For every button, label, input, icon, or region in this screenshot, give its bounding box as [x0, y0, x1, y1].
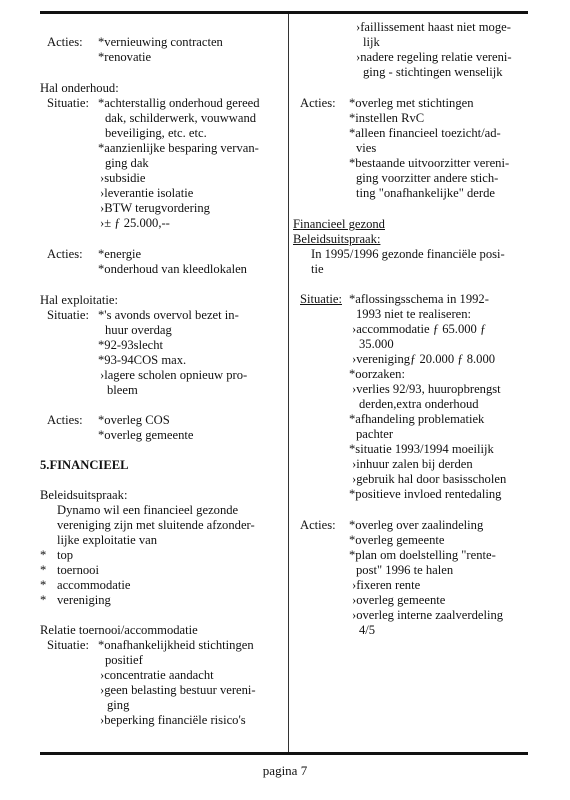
- text-line: dak, schilderwerk, vouwwand: [105, 111, 257, 125]
- text-line: Acties:: [47, 35, 83, 49]
- text-line: *92-93slecht: [98, 338, 164, 352]
- text-line: Acties:: [47, 413, 83, 427]
- bottom-rule: [40, 752, 528, 755]
- page-number: pagina 7: [262, 763, 308, 778]
- text-line: ›overleg interne zaalverdeling: [352, 608, 504, 622]
- text-line: ›subsidie: [100, 171, 146, 185]
- text-line: *situatie 1993/1994 moeilijk: [349, 442, 494, 456]
- text-line: bleem: [107, 383, 138, 397]
- text-line: *: [40, 548, 47, 562]
- text-line: Situatie:: [47, 308, 89, 322]
- text-line: ›nadere regeling relatie vereni-: [356, 50, 512, 64]
- text-line: ›accommodatie ƒ 65.000 ƒ: [352, 322, 487, 336]
- text-line: ging dak: [105, 156, 149, 170]
- text-line: Situatie:: [47, 638, 89, 652]
- text-line: positief: [105, 653, 143, 667]
- text-line: *overleg met stichtingen: [349, 96, 474, 110]
- text-line: *'s avonds overvol bezet in-: [98, 308, 239, 322]
- text-line: vies: [356, 141, 377, 155]
- text-line: *positieve invloed rentedaling: [349, 487, 502, 501]
- text-line: ›faillissement haast niet moge-: [356, 20, 511, 34]
- text-line: lijke exploitatie van: [57, 533, 158, 547]
- text-line: Acties:: [47, 247, 83, 261]
- text-line: ›lagere scholen opnieuw pro-: [100, 368, 248, 382]
- text-line: beveiliging, etc. etc.: [105, 126, 207, 140]
- text-line: ›geen belasting bestuur vereni-: [100, 683, 256, 697]
- text-line: huur overdag: [105, 323, 172, 337]
- text-line: ›leverantie isolatie: [100, 186, 194, 200]
- text-line: Beleidsuitspraak:: [293, 232, 381, 246]
- text-line: *onderhoud van kleedlokalen: [98, 262, 247, 276]
- text-line: post" 1996 te halen: [356, 563, 454, 577]
- text-line: *: [40, 593, 47, 607]
- text-line: *aanzienlijke besparing vervan-: [98, 141, 259, 155]
- text-line: accommodatie: [57, 578, 131, 592]
- text-line: *vernieuwing contracten: [98, 35, 223, 49]
- text-line: Relatie toernooi/accommodatie: [40, 623, 198, 637]
- text-line: tie: [311, 262, 324, 276]
- text-line: ting "onafhankelijke" derde: [356, 186, 495, 200]
- text-line: vereniging zijn met sluitende afzonder-: [57, 518, 255, 532]
- text-line: *overleg gemeente: [98, 428, 194, 442]
- text-line: top: [57, 548, 74, 562]
- text-line: 5.FINANCIEEL: [40, 458, 129, 472]
- text-line: Dynamo wil een financieel gezonde: [57, 503, 239, 517]
- text-line: *alleen financieel toezicht/ad-: [349, 126, 501, 140]
- text-line: ›BTW terugvordering: [100, 201, 210, 215]
- text-line: *overleg over zaalindeling: [349, 518, 484, 532]
- text-line: *: [40, 563, 47, 577]
- text-line: Acties:: [300, 518, 336, 532]
- text-line: lijk: [363, 35, 380, 49]
- text-line: *afhandeling problematiek: [349, 412, 485, 426]
- text-line: *renovatie: [98, 50, 152, 64]
- text-line: ›concentratie aandacht: [100, 668, 214, 682]
- text-line: *onafhankelijkheid stichtingen: [98, 638, 254, 652]
- column-divider: [288, 14, 289, 752]
- text-line: Hal onderhoud:: [40, 81, 119, 95]
- text-line: ging voorzitter andere stich-: [356, 171, 499, 185]
- text-line: *overleg gemeente: [349, 533, 445, 547]
- text-line: *plan om doelstelling "rente-: [349, 548, 496, 562]
- text-line: ›verlies 92/93, huuropbrengst: [352, 382, 501, 396]
- text-line: Situatie:: [300, 292, 342, 306]
- text-line: ging - stichtingen wenselijk: [363, 65, 503, 79]
- text-line: In 1995/1996 gezonde financiële posi-: [311, 247, 505, 261]
- text-line: *aflossingsschema in 1992-: [349, 292, 489, 306]
- text-line: Acties:: [300, 96, 336, 110]
- text-line: 1993 niet te realiseren:: [356, 307, 472, 321]
- text-line: *bestaande uitvoorzitter vereni-: [349, 156, 510, 170]
- text-line: *oorzaken:: [349, 367, 405, 381]
- text-line: *energie: [98, 247, 142, 261]
- text-line: *overleg COS: [98, 413, 170, 427]
- text-line: *: [40, 578, 47, 592]
- text-line: ›± ƒ 25.000,--: [100, 216, 170, 230]
- text-line: 4/5: [359, 623, 376, 637]
- text-line: *93-94COS max.: [98, 353, 187, 367]
- text-line: toernooi: [57, 563, 99, 577]
- text-line: Situatie:: [47, 96, 89, 110]
- text-line: Hal exploitatie:: [40, 293, 118, 307]
- text-line: ging: [107, 698, 130, 712]
- text-line: vereniging: [57, 593, 111, 607]
- text-line: ›overleg gemeente: [352, 593, 446, 607]
- text-line: ›verenigingƒ 20.000 ƒ 8.000: [352, 352, 496, 366]
- top-rule: [40, 11, 528, 14]
- text-line: ›fixeren rente: [352, 578, 421, 592]
- text-line: Beleidsuitspraak:: [40, 488, 128, 502]
- text-line: ›beperking financiële risico's: [100, 713, 246, 727]
- text-line: Financieel gezond: [293, 217, 385, 231]
- text-line: ›gebruik hal door basisscholen: [352, 472, 507, 486]
- text-line: derden,extra onderhoud: [359, 397, 479, 411]
- text-line: *instellen RvC: [349, 111, 425, 125]
- text-line: ›inhuur zalen bij derden: [352, 457, 473, 471]
- text-line: pachter: [356, 427, 394, 441]
- text-line: 35.000: [359, 337, 394, 351]
- text-line: *achterstallig onderhoud gereed: [98, 96, 260, 110]
